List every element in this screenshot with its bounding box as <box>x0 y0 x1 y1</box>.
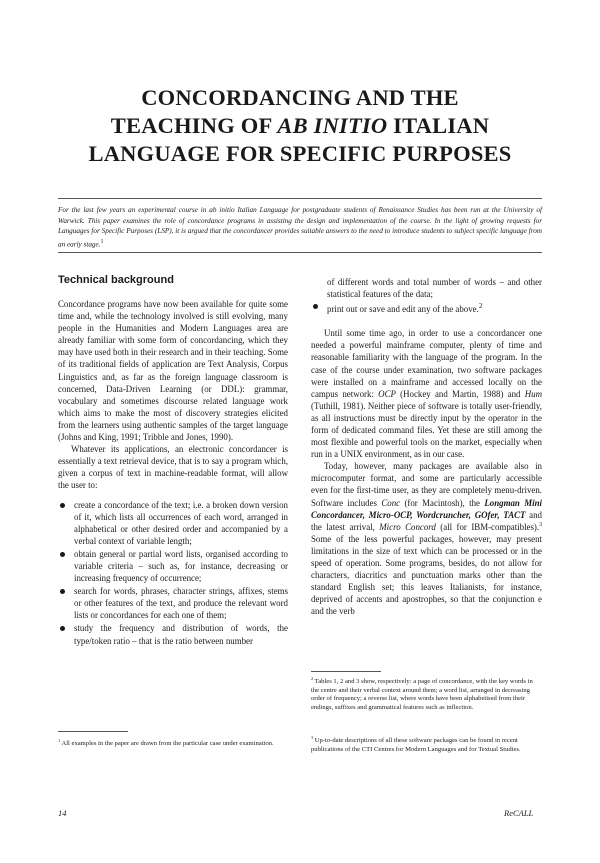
bullet-icon <box>60 589 65 594</box>
list-item <box>311 300 542 315</box>
software-name-ocp: OCP <box>378 388 396 399</box>
text-segment: (for Macintosh), the <box>400 497 485 508</box>
bullet-icon <box>60 552 65 557</box>
list-item-text: study the frequency and distribution of words, the type/token ratio – that is the ratio between number <box>74 623 288 646</box>
text-segment: Some of the less powerful packages, however, may present limitations in the size of text which can be processed or in the speed of operation. Some programs, besides, do not allow for characters, diacritics and punctuation marks other than the standard English set; this leaves Italianists, for instance, deprived of accents and apostrophes, so that the conjunction e and the verb <box>311 533 542 617</box>
abstract-top-rule <box>58 198 542 199</box>
footnote-2 <box>311 675 542 712</box>
paragraph-microcomputer-packages <box>311 460 542 617</box>
section-heading: Technical background <box>58 274 174 286</box>
software-name-hum: Hum <box>524 388 542 399</box>
list-item-text: print out or save and edit any of the above. <box>327 304 479 315</box>
list-item <box>58 622 288 646</box>
footnote-2-marker: 2 <box>478 301 483 311</box>
footnote-2-text: Tables 1, 2 and 3 show, respectively: a page of concordance, with the key words in the centre and their verbal context around them; a word list, arranged in decreasing order of frequency; a reverse list, where words have been alphabetised from their endings, suffixes and grammatical features such as inflection. <box>311 678 533 711</box>
article-title <box>40 84 560 168</box>
right-footnote-rule <box>311 671 381 672</box>
software-name-micro-concord: Micro Concord <box>379 521 436 532</box>
footnote-2-number: 2 <box>311 675 314 681</box>
list-item-text: create a concordance of the text; i.e. a broken down version of it, which lists all occurrences of each word, arranged in alphabetical or other desired order and accompanied by a verbal context of variable length; <box>74 499 288 546</box>
title-line-2-start: TEACHING OF <box>110 113 278 138</box>
title-line-1: CONCORDANCING AND THE <box>141 85 459 110</box>
list-item <box>58 499 288 547</box>
feature-list <box>58 499 288 647</box>
list-item <box>58 585 288 621</box>
right-column <box>311 276 542 618</box>
footnote-3-marker: 3 <box>539 521 542 528</box>
title-line-2-end: ITALIAN <box>387 113 490 138</box>
paragraph-mainframe-history <box>311 327 542 460</box>
text-segment: (all for IBM-compatibles). <box>435 521 540 532</box>
page-number: 14 <box>58 808 67 818</box>
list-item-text: obtain general or partial word lists, organised according to variable criteria – such as, for instance, decreasing or increasing frequency of occurrence; <box>74 548 288 584</box>
paragraph-concordance-intro: Concordance programs have now been available for quite some time and, while the technology involved is still evolving, many people in the Humanities and Modern Languages area are already familiar with some form of concordancing, which they may have used both in their research and in their teaching. Some of its traditional fields of application are Text Analysis, Corpus Linguistics and, as far as the foreign language classroom is concerned, Data-Driven Learning (or DDL): grammar, vocabulary and sometimes discourse related language work which aims to make the most of discovery strategies elicited from the learners using authentic samples of the target language (Johns and King, 1991; Tribble and Jones, 1990). <box>58 299 288 443</box>
title-line-3: LANGUAGE FOR SPECIFIC PURPOSES <box>88 141 512 166</box>
bullet-icon <box>60 626 65 631</box>
footnote-1 <box>58 737 288 749</box>
list-item-text: search for words, phrases, character strings, affixes, stems or other features of the text, and produce the relevant word lists or concordances for each one of them; <box>74 586 288 621</box>
abstract-text: For the last few years an experimental course in ab initio Italian Language for postgraduate students of Renaissance Studies has been run at the University of Warwick. This paper examines the role of concordance programs in assisting the design and implementation of the course. In the light of growing requests for Languages for Specific Purposes (LSP), it is argued that the concordancer provides suitable answers to the need to introduce students to subject specific language from an early stage. <box>58 206 542 248</box>
footnote-3-number: 3 <box>311 734 314 740</box>
text-segment: Until some time ago, in order to use a concordancer one needed a powerful mainframe computer, plenty of time and reasonable familiarity with the language of the program. In the case of the course under examination, two software packages were installed on a mainframe and accessed locally on the campus network: <box>311 328 542 399</box>
left-footnote-rule <box>58 731 128 732</box>
footnote-3 <box>311 734 542 754</box>
software-name-list: Longman Mini Concordancer, Micro-OCP, Wordcruncher, GOfer, TACT <box>311 497 542 520</box>
abstract-note-marker: 1 <box>100 238 104 245</box>
feature-list-continued <box>311 300 542 315</box>
paragraph-concordancer-definition: Whatever its applications, an electronic concordancer is essentially a text retrieval device, that is to say a program which, given a corpus of text in machine-readable format, will allow the user to: <box>58 444 288 491</box>
footnote-3-text: Up-to-date descriptions of all these software packages can be found in recent publications of the CTI Centres for Modern Languages and for Textual Studies. <box>311 737 521 753</box>
left-column <box>58 298 288 648</box>
abstract <box>58 205 542 249</box>
journal-name: ReCALL <box>504 808 534 818</box>
title-line-2 <box>111 113 489 138</box>
text-segment: and the latest arrival, <box>311 509 542 532</box>
text-segment: (Tuthill, 1981). Neither piece of software is totally user-friendly, as all instructions must be directly input by the operator in the form of dedicated command files. Yet these are still among the most flexible and powerful tools on the market, especially when run in a UNIX environment, as in our case. <box>311 400 542 460</box>
bullet-icon <box>313 304 318 309</box>
list-item <box>58 548 288 584</box>
software-name-conc: Conc <box>381 497 401 508</box>
text-segment: Today, however, many packages are available also in microcomputer format, and some are particularly accessible even for the first-time user, as they are completely menu-driven. Software includes <box>311 461 542 508</box>
footnote-1-text: All examples in the paper are drawn from the particular case under examination. <box>61 740 274 747</box>
abstract-bottom-rule <box>58 252 542 253</box>
text-segment: (Hockey and Martin, 1988) and <box>395 388 525 399</box>
list-continuation: of different words and total number of words – and other statistical features of the data; <box>327 277 542 300</box>
footnote-1-number: 1 <box>58 737 61 743</box>
bullet-icon <box>60 503 65 508</box>
title-italic-ab-initio: AB INITIO <box>277 113 388 138</box>
